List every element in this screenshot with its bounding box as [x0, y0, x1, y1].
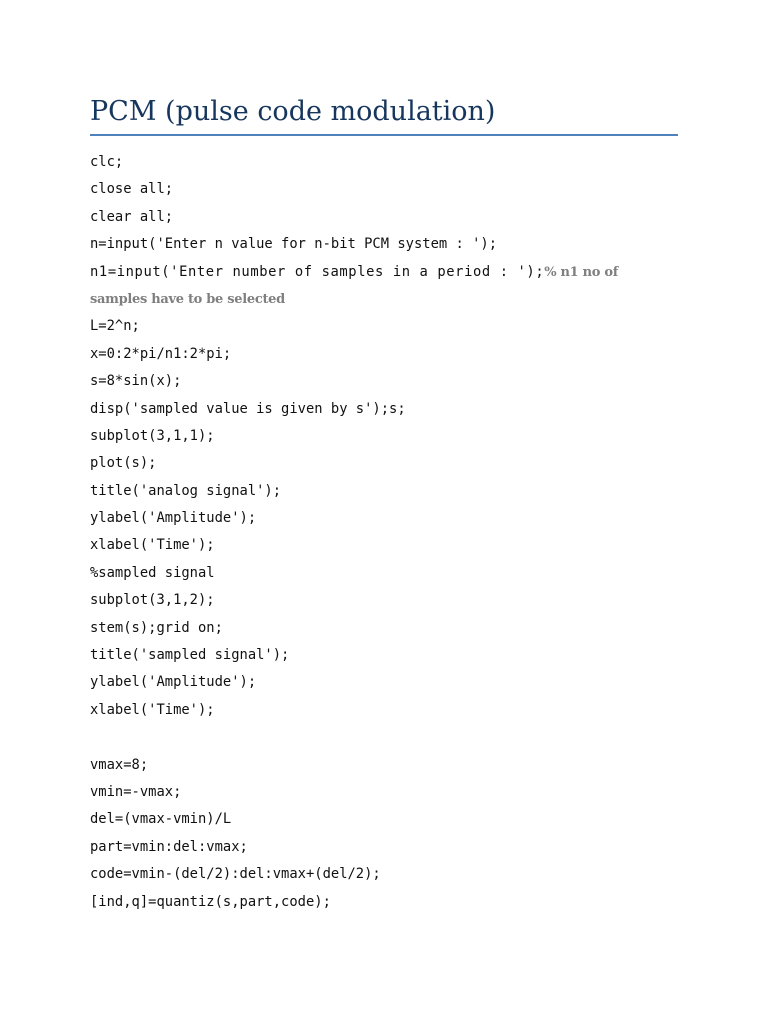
code-comment-continuation: samples have to be selected — [90, 291, 285, 307]
code-line: L=2^n; — [90, 318, 140, 335]
code-line: ylabel('Amplitude'); — [90, 510, 257, 527]
code-line: ylabel('Amplitude'); — [90, 674, 257, 691]
code-line: n=input('Enter n value for n-bit PCM system : '); — [90, 236, 498, 253]
code-line: subplot(3,1,1); — [90, 427, 215, 444]
code-line: stem(s);grid on; — [90, 619, 223, 636]
code-line: part=vmin:del:vmax; — [90, 838, 248, 855]
code-line: xlabel('Time'); — [90, 701, 215, 718]
code-line: s=8*sin(x); — [90, 373, 182, 390]
code-line: [ind,q]=quantiz(s,part,code); — [90, 893, 331, 910]
code-line: x=0:2*pi/n1:2*pi; — [90, 345, 232, 362]
code-line: title('sampled signal'); — [90, 647, 290, 664]
code-line: disp('sampled value is given by s');s; — [90, 400, 406, 417]
code-text: n1=input('Enter number of samples in a period : '); — [90, 263, 545, 280]
code-comment: % n1 no of — [544, 264, 619, 280]
code-line: close all; — [90, 181, 174, 198]
code-line: xlabel('Time'); — [90, 537, 215, 554]
code-line: clc; — [90, 154, 124, 170]
title-underline — [90, 134, 678, 136]
code-line: code=vmin-(del/2):del:vmax+(del/2); — [90, 866, 381, 883]
blank-line — [90, 724, 690, 751]
code-line: subplot(3,1,2); — [90, 592, 215, 609]
page-title: PCM (pulse code modulation) — [90, 96, 496, 127]
code-line: clear all; — [90, 208, 174, 225]
code-line: title('analog signal'); — [90, 482, 282, 499]
code-line: vmax=8; — [90, 756, 149, 773]
code-line: del=(vmax-vmin)/L — [90, 811, 232, 828]
code-line: vmin=-vmax; — [90, 783, 182, 800]
code-listing — [90, 149, 690, 916]
code-line-with-comment — [90, 259, 690, 286]
code-line: %sampled signal — [90, 564, 215, 581]
code-line: plot(s); — [90, 455, 157, 472]
